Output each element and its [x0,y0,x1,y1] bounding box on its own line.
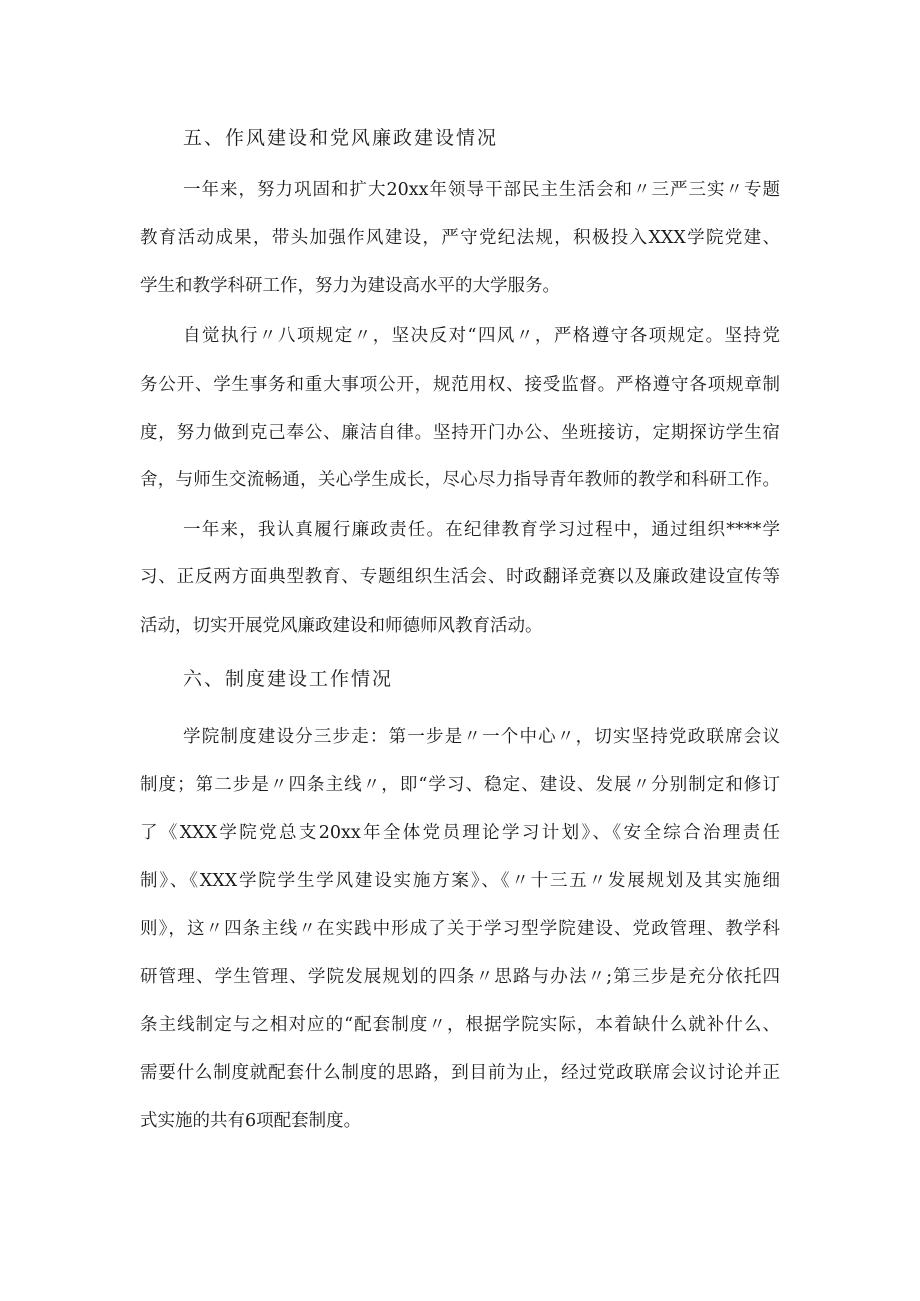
section-5-paragraph-2-line-1: 自觉执行〃八项规定〃，坚决反对“四风〃，严格遵守各项规定。坚持党 [183,326,780,346]
section-5-paragraph-3-line-1: 一年来，我认真履行廉政责任。在纪律教育学习过程中，通过组织****学 [183,520,780,540]
section-6-paragraph-1-line-6: 研管理、学生管理、学院发展规划的四条〃思路与办法〃;第三步是充分依托四 [140,967,780,987]
section-6-paragraph-1-line-1: 学院制度建设分三步走：第一步是〃一个中心〃，切实坚持党政联席会议 [183,727,780,747]
section-6-paragraph-1-line-3: 了《XXX学院党总支20xx年全体党员理论学习计划》、《安全综合治理责任 [140,823,780,843]
section-6-paragraph-1-line-9: 式实施的共有6项配套制度。 [140,1111,362,1131]
section-6-paragraph-1-line-5: 则》，这〃四条主线〃在实践中形成了关于学习型学院建设、党政管理、教学科 [140,919,780,939]
section-5-paragraph-3-line-3: 活动，切实开展党风廉政建设和师德师风教育活动。 [140,616,543,636]
section-5-paragraph-3-line-2: 习、正反两方面典型教育、专题组织生活会、时政翻译竞赛以及廉政建设宣传等 [140,567,780,587]
section-5-paragraph-1-line-3: 学生和教学科研工作，努力为建设高水平的大学服务。 [140,276,560,296]
section-5-paragraph-2-line-4: 舍，与师生交流畅通，关心学生成长，尽心尽力指导青年教师的教学和科研工作。 [140,470,780,490]
section-5-paragraph-2-line-3: 度，努力做到克己奉公、廉洁自律。坚持开门办公、坐班接访，定期探访学生宿 [140,423,780,443]
section-5-paragraph-1-line-1: 一年来，努力巩固和扩大20xx年领导干部民主生活会和〃三严三实〃专题 [183,180,780,200]
section-5-heading: 五、作风建设和党风廉政建设情况 [183,127,499,149]
section-6-paragraph-1-line-4: 制》、《XXX学院学生学风建设实施方案》、《〃十三五〃发展规划及其实施细 [140,871,780,891]
section-6-heading: 六、制度建设工作情况 [183,668,394,690]
section-6-paragraph-1-line-8: 需要什么制度就配套什么制度的思路，到目前为止，经过党政联席会议讨论并正 [140,1063,780,1083]
section-5-paragraph-2-line-2: 务公开、学生事务和重大事项公开，规范用权、接受监督。严格遵守各项规章制 [140,375,780,395]
section-5-paragraph-1-line-2: 教育活动成果，带头加强作风建设，严守党纪法规，积极投入XXX学院党建、 [140,228,780,248]
section-6-paragraph-1-line-7: 条主线制定与之相对应的“配套制度〃，根据学院实际，本着缺什么就补什么、 [140,1015,780,1035]
section-6-paragraph-1-line-2: 制度；第二步是〃四条主线〃，即“学习、稳定、建设、发展〃分别制定和修订 [140,775,780,795]
